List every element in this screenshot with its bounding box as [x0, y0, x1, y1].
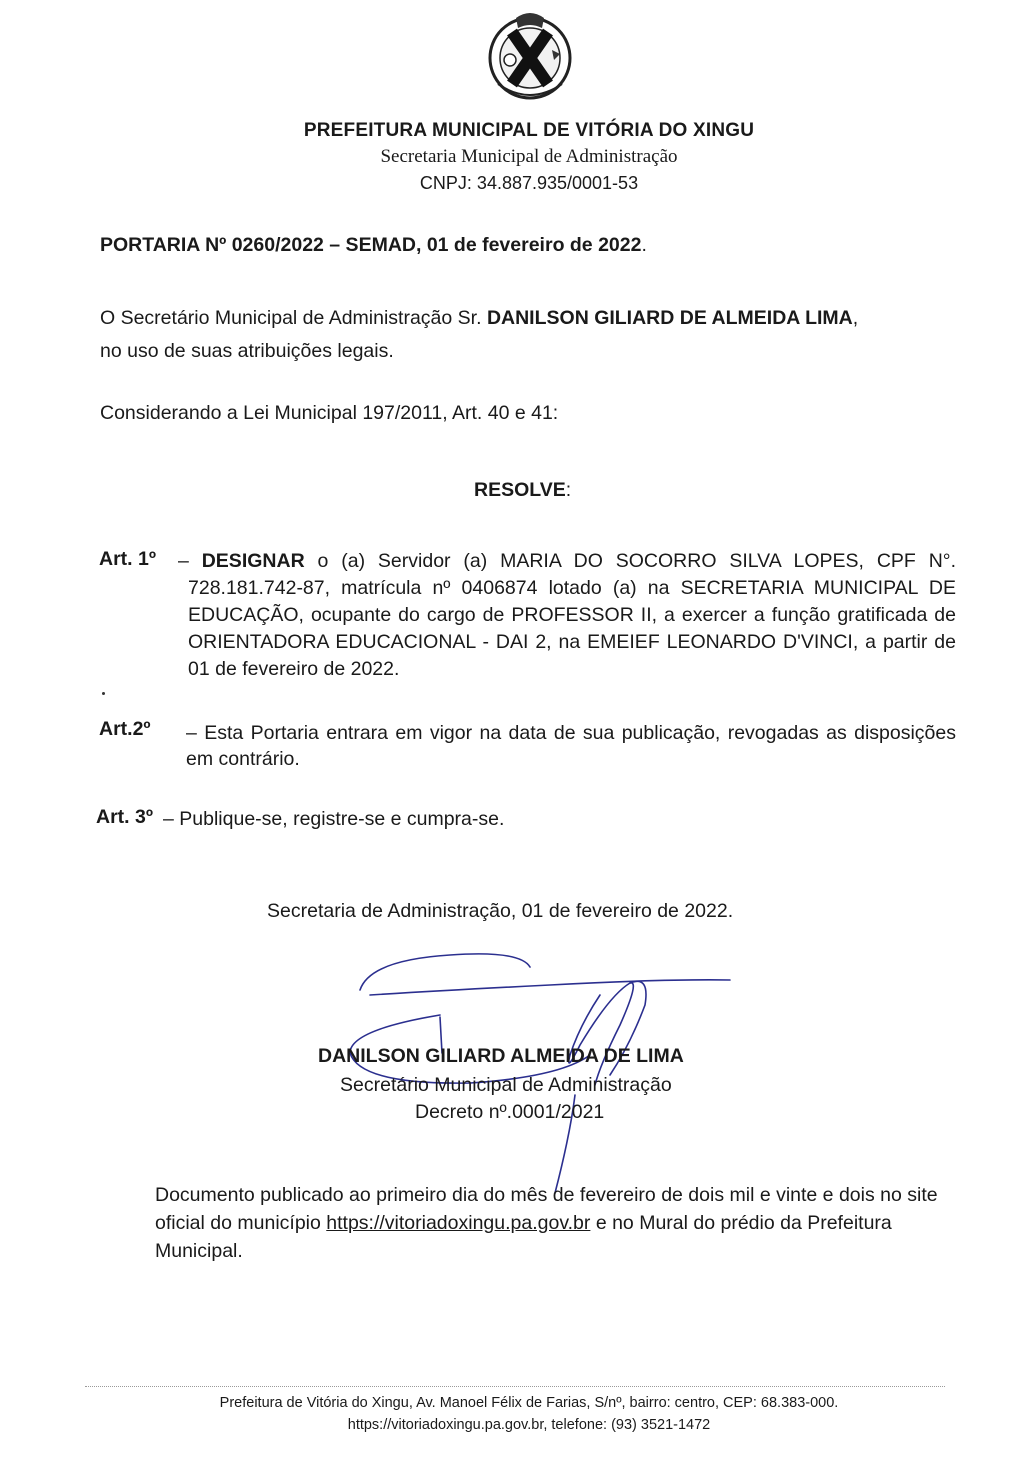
article-3-text: – Publique-se, registre-se e cumpra-se. — [163, 808, 505, 830]
considerando-paragraph: Considerando a Lei Municipal 197/2011, Art. 40 e 41: — [100, 402, 559, 424]
resolve-heading: RESOLVE: — [474, 479, 572, 501]
secretaria-subtitle: Secretaria Municipal de Administração — [380, 146, 678, 167]
article-2-text: – Esta Portaria entrara em vigor na data de sua publicação, revogadas as disposições em contrário. — [186, 722, 956, 770]
footer-divider — [85, 1386, 945, 1387]
designar-verb: DESIGNAR — [201, 550, 305, 572]
article-3-label: Art. 3º — [96, 806, 153, 828]
article-1-label: Art. 1º — [99, 548, 156, 570]
secretary-name: DANILSON GILIARD DE ALMEIDA LIMA — [486, 307, 853, 329]
publication-note: Documento publicado ao primeiro dia do mês de fevereiro de dois mil e vinte e dois no site oficial do município https://vitoriadoxingu.pa.gov.br e no Mural do prédio da Prefeitura Municipal. — [155, 1184, 938, 1262]
portaria-title: PORTARIA Nº 0260/2022 – SEMAD, 01 de fevereiro de 2022. — [100, 234, 647, 256]
cnpj-line: CNPJ: 34.887.935/0001-53 — [419, 173, 639, 193]
article-1-text: – DESIGNAR o (a) Servidor (a) MARIA DO SOCORRO SILVA LOPES, CPF N°. 728.181.742-87, matrícula nº 0406874 lotado (a) na SECRETARIA MUNICIPAL DE EDUCAÇÃO, ocupante do cargo de PROFESSOR II, a exercer a função gratificada de ORIENTADORA EDUCACIONAL - DAI 2, na EMEIEF LEONARDO D'VINCI, a partir de 01 de fevereiro de 2022. — [178, 550, 957, 680]
stray-dot — [102, 692, 105, 695]
prefeitura-title: PREFEITURA MUNICIPAL DE VITÓRIA DO XINGU — [303, 120, 755, 141]
intro-line-1: O Secretário Municipal de Administração Sr. DANILSON GILIARD DE ALMEIDA LIMA, — [100, 307, 859, 329]
municipal-site-link[interactable]: https://vitoriadoxingu.pa.gov.br — [326, 1212, 591, 1234]
place-date: Secretaria de Administração, 01 de fevereiro de 2022. — [267, 900, 734, 922]
footer-contact: https://vitoriadoxingu.pa.gov.br, telefone: (93) 3521-1472 — [347, 1417, 711, 1433]
signatory-role: Secretário Municipal de Administração — [340, 1074, 672, 1096]
footer-address: Prefeitura de Vitória do Xingu, Av. Manoel Félix de Farias, S/nº, bairro: centro, CEP: 68.383-000. — [219, 1395, 839, 1411]
intro-line-2: no uso de suas atribuições legais. — [100, 340, 394, 362]
signatory-name: DANILSON GILIARD ALMEIDA DE LIMA — [318, 1045, 684, 1067]
signatory-decree: Decreto nº.0001/2021 — [415, 1101, 605, 1123]
article-2-label: Art.2º — [99, 718, 151, 740]
municipal-seal — [480, 10, 580, 102]
